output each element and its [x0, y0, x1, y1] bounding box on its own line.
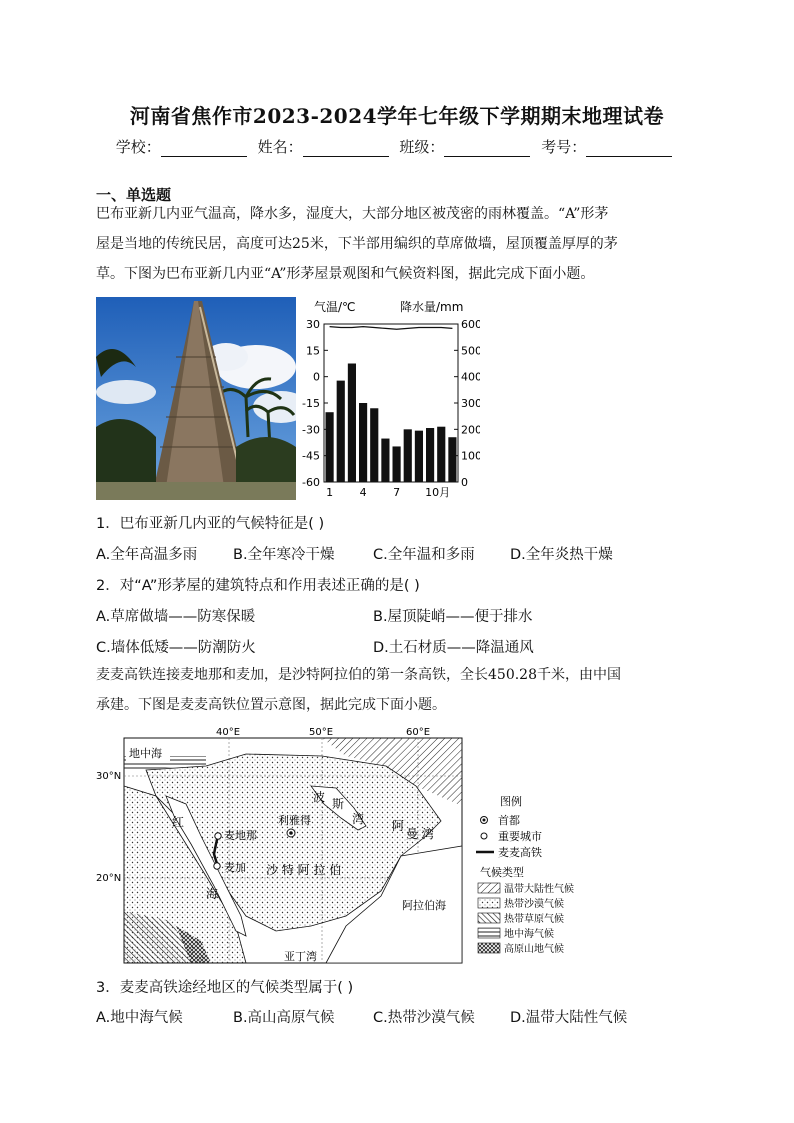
chart-precip-bar — [404, 429, 412, 482]
chart-precip-bar — [326, 412, 334, 482]
q3-option-c[interactable]: C.热带沙漠气候 — [373, 1010, 475, 1026]
q2-option-b[interactable]: B.屋顶陡峭——便于排水 — [373, 609, 533, 625]
chart-precip-bar — [370, 408, 378, 482]
mecca-marker — [214, 863, 220, 869]
class-blank[interactable] — [444, 142, 530, 157]
climate-legend-title: 气候类型 — [480, 866, 524, 879]
legend-climate-1-swatch — [478, 883, 500, 893]
legend-climate-5-swatch — [478, 943, 500, 953]
passage-1-line-1: 巴布亚新几内亚气温高，降水多，湿度大，大部分地区被茂密的雨林覆盖。“A”形茅 — [96, 206, 609, 222]
chart-x-tick-label: 1 — [326, 486, 334, 499]
chart-x-tick-label: 10月 — [425, 486, 451, 499]
gulf-of-oman-label-2: 曼 — [406, 827, 419, 841]
gulf-of-aden-label: 亚丁湾 — [284, 950, 317, 963]
persian-gulf-label-1: 波 — [313, 790, 326, 804]
lat-30-label: 30°N — [96, 771, 122, 782]
red-sea-label-2: 海 — [206, 887, 219, 901]
q3-option-b[interactable]: B.高山高原气候 — [233, 1010, 335, 1026]
gulf-of-oman-label-1: 阿 — [392, 819, 405, 833]
chart-precip-bar — [381, 439, 389, 482]
q1-option-b[interactable]: B.全年寒冷干燥 — [233, 547, 335, 563]
q3-option-a[interactable]: A.地中海气候 — [96, 1010, 183, 1026]
red-sea-label-1: 红 — [172, 815, 185, 829]
persian-gulf-label-3: 湾 — [352, 812, 365, 826]
passage-1-line-2: 屋是当地的传统民居，高度可达25米，下半部用编织的草席做墙，屋顶覆盖厚厚的茅 — [96, 236, 618, 252]
lon-60-label: 60°E — [406, 727, 431, 738]
gulf-of-oman-label-3: 湾 — [422, 827, 435, 841]
chart-precip-tick-label: 400 — [461, 370, 480, 384]
q1-option-a[interactable]: A.全年高温多雨 — [96, 547, 198, 563]
chart-temp-tick-label: -15 — [302, 397, 320, 410]
chart-precip-tick-label: 600 — [461, 318, 480, 331]
railway-location-map — [96, 726, 596, 966]
legend-climate-4-swatch — [478, 928, 500, 938]
legend-rail-label: 麦麦高铁 — [498, 846, 542, 859]
legend-climate-5: 高原山地气候 — [504, 944, 564, 955]
chart-precip-tick-label: 100 — [461, 449, 480, 463]
question-3-stem: 3．麦麦高铁途经地区的气候类型属于( ) — [96, 980, 354, 996]
question-1-stem: 1．巴布亚新几内亚的气候特征是( ) — [96, 516, 325, 532]
number-label: 考号： — [541, 138, 587, 156]
school-blank[interactable] — [161, 142, 247, 157]
chart-temp-tick-label: 0 — [313, 370, 320, 384]
chart-temp-tick-label: -45 — [302, 449, 320, 463]
persian-gulf-label-2: 斯 — [332, 797, 345, 811]
chart-precip-bar — [415, 431, 423, 482]
saudi-arabia-label: 沙 特 阿 拉 伯 — [266, 863, 342, 877]
passage-1-line-3: 草。下图为巴布亚新几内亚“A”形茅屋景观图和气候资料图，据此完成下面小题。 — [96, 266, 595, 282]
lon-50-label: 50°E — [309, 727, 334, 738]
medina-marker — [215, 833, 221, 839]
chart-temp-tick-label: 30 — [306, 318, 320, 331]
name-blank[interactable] — [303, 142, 389, 157]
chart-temp-tick-label: -60 — [302, 476, 320, 489]
legend-capital-label: 首都 — [498, 814, 520, 827]
passage-2 — [96, 660, 698, 720]
passage-2-line-1: 麦麦高铁连接麦地那和麦加，是沙特阿拉伯的第一条高铁，全长450.28千米，由中国 — [96, 667, 621, 683]
chart-precip-tick-label: 300 — [461, 397, 480, 410]
chart-x-tick-label: 4 — [359, 486, 367, 499]
riyadh-marker — [289, 831, 293, 835]
legend-capital-icon — [483, 819, 486, 822]
lon-40-label: 40°E — [216, 727, 241, 738]
legend-climate-4: 地中海气候 — [504, 929, 554, 940]
legend-climate-3: 热带草原气候 — [504, 914, 564, 925]
question-2-stem: 2．对“A”形茅屋的建筑特点和作用表述正确的是( ) — [96, 578, 420, 594]
climate-chart — [300, 296, 480, 506]
chart-precip-bar — [337, 381, 345, 482]
chart-temp-tick-label: -30 — [302, 423, 320, 437]
chart-precip-bar — [348, 364, 356, 483]
legend-climate-2: 热带沙漠气候 — [504, 899, 564, 910]
q2-option-a[interactable]: A.草席做墙——防寒保暖 — [96, 609, 256, 625]
medina-label: 麦地那 — [224, 829, 257, 842]
passage-1 — [96, 199, 698, 289]
q3-option-d[interactable]: D.温带大陆性气候 — [510, 1010, 628, 1026]
name-label: 姓名： — [257, 138, 303, 156]
page-title: 河南省焦作市2023-2024学年七年级下学期期末地理试卷 — [129, 104, 665, 128]
q2-option-c[interactable]: C.墙体低矮——防潮防火 — [96, 640, 256, 656]
legend-city-icon — [481, 833, 487, 839]
chart-temp-line — [330, 327, 453, 330]
chart-precip-bar — [393, 446, 401, 482]
chart-precip-bar — [359, 403, 367, 482]
legend-city-label: 重要城市 — [498, 830, 542, 843]
mediterranean-label: 地中海 — [129, 747, 162, 760]
section-title: 一、单选题 — [96, 186, 172, 204]
q1-option-d[interactable]: D.全年炎热干燥 — [510, 547, 613, 563]
class-label: 班级： — [399, 138, 445, 156]
legend-climate-1: 温带大陆性气候 — [504, 884, 574, 895]
chart-precip-tick-label: 0 — [461, 476, 468, 489]
chart-right-axis-label: 降水量/mm — [400, 300, 464, 314]
chart-precip-bar — [437, 427, 445, 482]
a-frame-hut-photo — [96, 297, 296, 500]
arabian-sea-label: 阿拉伯海 — [402, 899, 446, 912]
legend-climate-3-swatch — [478, 913, 500, 923]
q1-option-c[interactable]: C.全年温和多雨 — [373, 547, 475, 563]
legend-title: 图例 — [500, 795, 522, 808]
school-label: 学校： — [115, 138, 161, 156]
mecca-label: 麦加 — [224, 861, 246, 874]
chart-precip-tick-label: 200 — [461, 423, 480, 437]
legend-climate-2-swatch — [478, 898, 500, 908]
chart-left-axis-label: 气温/℃ — [314, 300, 356, 314]
passage-2-line-2: 承建。下图是麦麦高铁位置示意图，据此完成下面小题。 — [96, 697, 446, 713]
chart-precip-tick-label: 500 — [461, 344, 480, 358]
riyadh-label: 利雅得 — [278, 814, 311, 827]
chart-x-tick-label: 7 — [393, 486, 401, 499]
chart-temp-tick-label: 15 — [306, 344, 320, 358]
q2-option-d[interactable]: D.土石材质——降温通风 — [373, 640, 534, 656]
lat-20-label: 20°N — [96, 873, 122, 884]
student-info-line — [0, 136, 794, 157]
chart-precip-bar — [426, 428, 434, 482]
number-blank[interactable] — [586, 142, 672, 157]
chart-precip-bar — [448, 437, 456, 482]
